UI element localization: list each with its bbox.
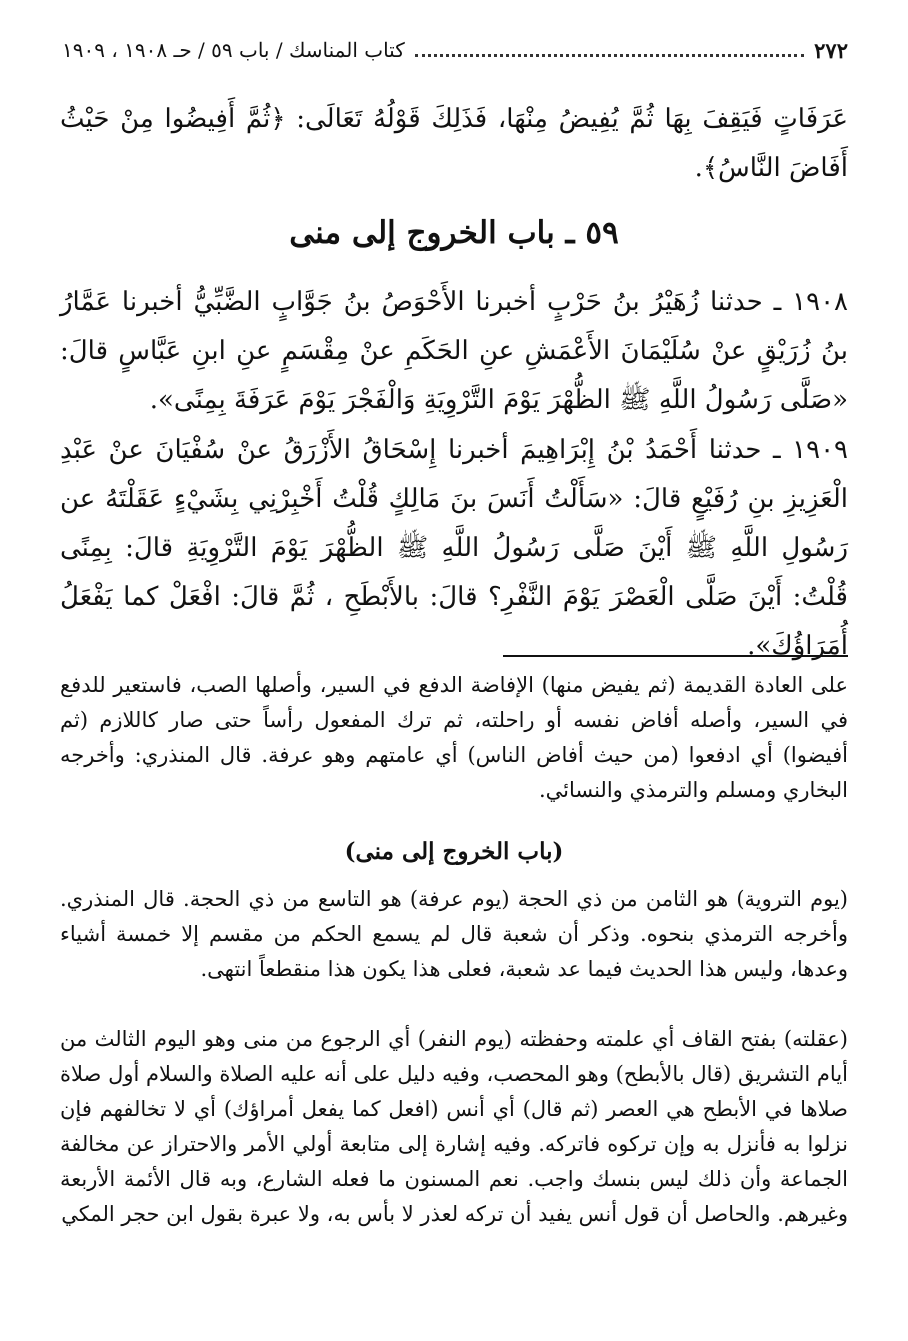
page-header: [62, 30, 848, 70]
commentary-paragraph-1: على العادة القديمة (ثم يفيض منها) الإفاضة الدفع في السير، وأصلها الصب، فاستعير للدفع في السير، وأصله أفاض نفسه أو راحلته، ثم ترك المفعول رأساً حتى صار كاللازم (ثم أفيضوا) أي ادفعوا (من حيث أفاض الناس) أي عامتهم وهو عرفة. قال المنذري: وأخرجه البخاري ومسلم والترمذي والنسائي.: [60, 673, 848, 802]
footnote-separator: [503, 655, 848, 657]
running-title: كتاب المناسك / باب ٥٩ / حـ ١٩٠٨ ، ١٩٠٩: [62, 38, 405, 62]
header-dotted-leader: [415, 44, 804, 57]
hadith-1909: ١٩٠٩ ـ حدثنا أَحْمَدُ بْنُ إِبْرَاهِيمَ أخبرنا إِسْحَاقُ الأَزْرَقُ عنْ سُفْيَانَ عنْ عَبْدِ الْعَزِيزِ بنِ رُفَيْعٍ قالَ: «سَأَلْتُ أَنَسَ بنَ مَالِكٍ قُلْتُ أَخْبِرْنِي بِشَيْءٍ عَقَلْتَهُ عن رَسُولِ اللَّهِ ﷺ أَيْنَ صَلَّى رَسُولُ اللَّهِ ﷺ الظُّهْرَ يَوْمَ التَّرْوِيَةِ قالَ: بِمِنًى قُلْتُ: أَيْنَ صَلَّى الْعَصْرَ يَوْمَ النَّفْرِ؟ قالَ: بالأَبْطَحِ ، ثُمَّ قالَ: افْعَلْ كما يَفْعَلُ أُمَرَاؤُكَ».: [60, 435, 848, 661]
chapter-heading: ٥٩ ـ باب الخروج إلى منى: [289, 215, 619, 251]
page-number: ٢٧٢: [814, 37, 848, 63]
commentary-heading: (باب الخروج إلى منى): [344, 838, 564, 865]
intro-text: عَرَفَاتٍ فَيَقِفَ بِهَا ثُمَّ يُفِيضُ مِنْهَا، فَذَلِكَ قَوْلُهُ تَعَالَى: ﴿ثُمَّ أَفِيضُوا مِنْ حَيْثُ أَفَاضَ النَّاسُ﴾.: [60, 104, 848, 183]
hadith-1908: ١٩٠٨ ـ حدثنا زُهَيْرُ بنُ حَرْبٍ أخبرنا الأَحْوَصُ بنُ جَوَّابٍ الضَّبِّيُّ أخبرنا عَمَّارُ بنُ زُرَيْقٍ عنْ سُلَيْمَانَ الأَعْمَشِ عنِ الحَكَمِ عنْ مِقْسَمٍ عنِ ابنِ عَبَّاسٍ قالَ: «صَلَّى رَسُولُ اللَّهِ ﷺ الظُّهْرَ يَوْمَ التَّرْوِيَةِ وَالْفَجْرَ يَوْمَ عَرَفَةَ بِمِنًى».: [60, 287, 848, 415]
commentary-paragraph-2: (يوم التروية) هو الثامن من ذي الحجة (يوم عرفة) هو التاسع من ذي الحجة. قال المنذري. وأخرجه الترمذي بنحوه. وذكر أن شعبة قال لم يسمع الحكم من مقسم إلا خمسة أشياء وعدها، وليس هذا الحديث فيما عد شعبة، فعلى هذا يكون هذا منقطعاً انتهى.: [60, 887, 848, 981]
commentary-paragraph-3: (عقلته) بفتح القاف أي علمته وحفظته (يوم النفر) أي الرجوع من منى وهو اليوم الثالث من أيام التشريق (قال بالأبطح) وهو المحصب، وفيه دليل على أنه عليه الصلاة والسلام أول صلاة صلاها في الأبطح هي العصر (ثم قال) أي أنس (افعل كما يفعل أمراؤك) أي لا تخالفهم فإن نزلوا به فأنزل به وإن تركوه فاتركه. وفيه إشارة إلى متابعة أولي الأمر والاحتراز عن مخالفة الجماعة وأن ذلك ليس بنسك واجب. نعم المسنون ما فعله الشارع، وبه قال الأئمة الأربعة وغيرهم. والحاصل أن قول أنس يفيد أن تركه لعذر لا بأس به، ولا عبرة بقول ابن حجر المكي: [60, 1027, 849, 1226]
